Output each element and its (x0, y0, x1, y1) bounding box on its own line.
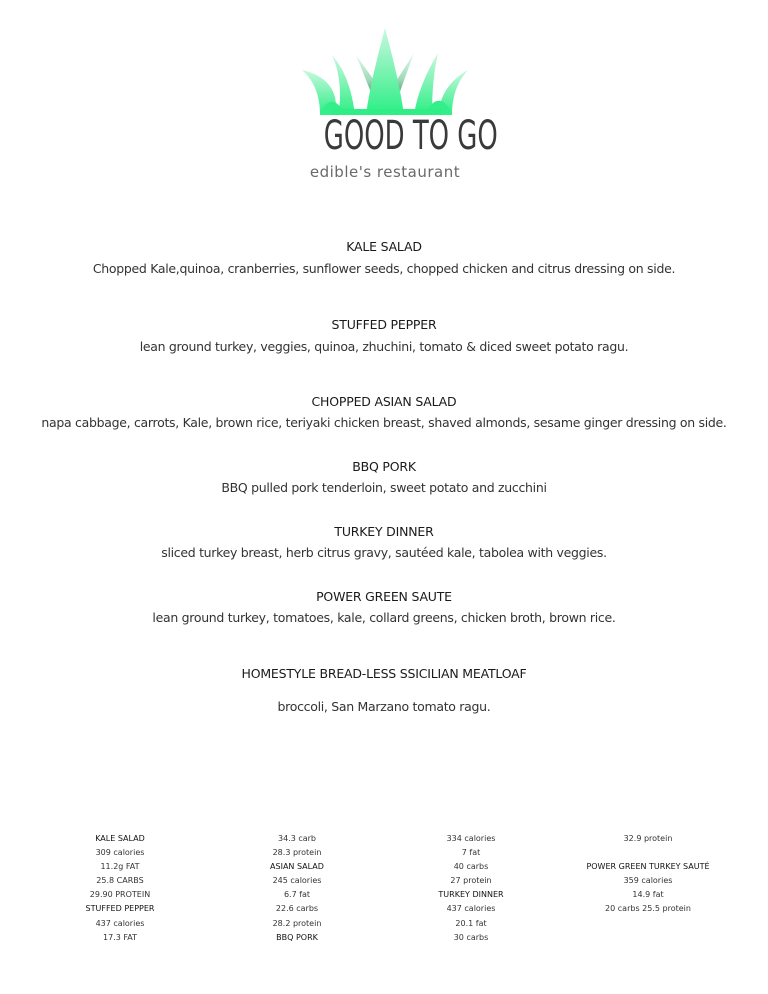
menu-item-description: sliced turkey breast, herb citrus gravy, sautéed kale, tabolea with veggies. (161, 545, 607, 560)
nutrition-column (386, 832, 556, 945)
nutrition-column (563, 832, 733, 917)
nutrition-value: 437 calories (95, 918, 145, 928)
nutrition-heading: ASIAN SALAD (270, 862, 324, 872)
nutrition-value: 17.3 FAT (103, 932, 137, 942)
nutrition-column (212, 832, 382, 945)
nutrition-value: 27 protein (450, 876, 492, 886)
nutrition-value: 40 carbs (453, 862, 489, 872)
nutrition-heading: TURKEY DINNER (438, 890, 504, 900)
nutrition-spacer (563, 846, 733, 860)
menu-item-title: KALE SALAD (346, 239, 422, 254)
nutrition-value: 334 calories (446, 834, 496, 843)
menu-item-title: CHOPPED ASIAN SALAD (311, 394, 457, 409)
nutrition-value: 22.6 carbs (275, 904, 319, 914)
nutrition-value: 309 calories (95, 848, 145, 858)
menu-item-description: broccoli, San Marzano tomato ragu. (277, 699, 491, 714)
nutrition-value: 28.3 protein (272, 848, 322, 858)
menu-item-title: BBQ PORK (352, 459, 416, 474)
menu-item-description: napa cabbage, carrots, Kale, brown rice, teriyaki chicken breast, shaved almonds, sesame ginger dressing on side. (41, 415, 727, 430)
nutrition-value: 359 calories (623, 876, 673, 886)
menu-item-description: lean ground turkey, tomatoes, kale, collard greens, chicken broth, brown rice. (152, 610, 616, 625)
nutrition-value: 32.9 protein (623, 834, 673, 843)
logo-subtitle: edible's restaurant (309, 163, 461, 181)
restaurant-logo (300, 25, 498, 190)
nutrition-heading: KALE SALAD (95, 834, 145, 843)
menu-item-description: Chopped Kale,quinoa, cranberries, sunflower seeds, chopped chicken and citrus dressing on side. (92, 261, 676, 276)
nutrition-column (35, 832, 205, 945)
nutrition-value: 34.3 carb (277, 834, 317, 843)
nutrition-heading: STUFFED PEPPER (85, 904, 155, 914)
logo-title: GOOD TO GO (323, 113, 498, 159)
nutrition-value: 30 carbs (453, 932, 489, 942)
menu-item-title: POWER GREEN SAUTE (316, 589, 452, 604)
nutrition-value: 29.90 PROTEIN (89, 890, 151, 900)
nutrition-value: 28.2 protein (272, 918, 322, 928)
grass-leaves-icon (300, 25, 470, 120)
nutrition-value: 20.1 fat (455, 918, 487, 928)
nutrition-value: 25.8 CARBS (96, 876, 144, 886)
nutrition-value: 7 fat (461, 848, 481, 858)
menu-item-title: HOMESTYLE BREAD-LESS SSICILIAN MEATLOAF (241, 666, 527, 681)
nutrition-value: 20 carbs 25.5 protein (605, 904, 691, 914)
nutrition-value: 245 calories (272, 876, 322, 886)
menu-item-title: STUFFED PEPPER (331, 317, 437, 332)
nutrition-value: 14.9 fat (632, 890, 664, 900)
menu-item-description: lean ground turkey, veggies, quinoa, zhuchini, tomato & diced sweet potato ragu. (139, 339, 629, 354)
nutrition-heading: BBQ PORK (276, 932, 318, 942)
nutrition-value: 437 calories (446, 904, 496, 914)
nutrition-heading: POWER GREEN TURKEY SAUTÉ (586, 862, 710, 872)
nutrition-value: 6.7 fat (283, 890, 311, 900)
menu-item-title: TURKEY DINNER (334, 524, 434, 539)
nutrition-value: 11.2g FAT (100, 862, 140, 872)
menu-item-description: BBQ pulled pork tenderloin, sweet potato and zucchini (221, 480, 547, 495)
